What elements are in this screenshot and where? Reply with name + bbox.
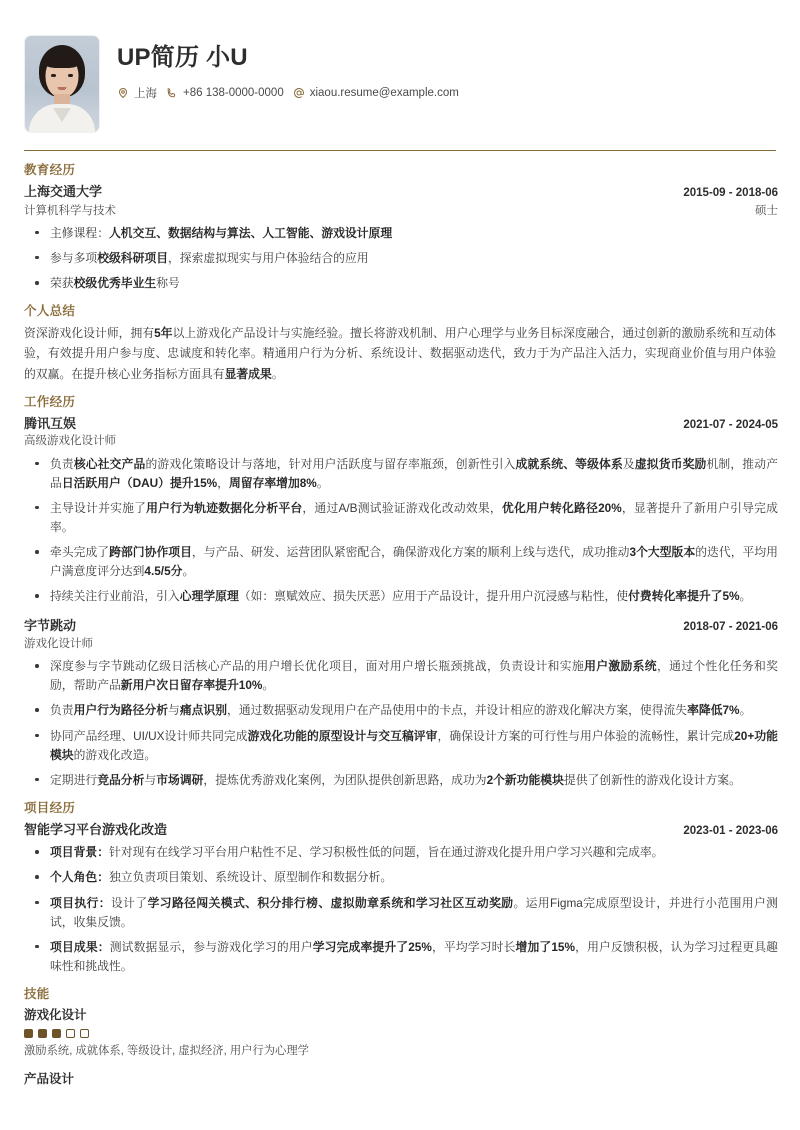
education-degree: 硕士 [755,204,778,217]
contact-email [293,87,459,99]
project-name: 智能学习平台游戏化改造 [24,821,168,837]
list-item: 牵头完成了跨部门协作项目，与产品、研发、运营团队紧密配合，确保游戏化方案的顺利上线与迭代，成功推动3个大型版本的迭代，平均用户满意度评分达到4.5/5分。 [24,543,778,581]
header-divider [24,150,776,151]
section-title-education: 教育经历 [24,163,76,177]
section-title-work: 工作经历 [24,394,76,409]
list-item: 定期进行竞品分析与市场调研，提炼优秀游戏化案例，为团队提供创新思路，成功为2个新功能模块提供了创新性的游戏化设计方案。 [24,771,778,790]
work-bullets [24,455,778,607]
education-major: 计算机科学与技术 [24,204,116,217]
project-bullets [24,843,778,976]
list-item: 协同产品经理、UI/UX设计师共同完成游戏化功能的原型设计与交互稿评审，确保设计方案的可行性与用户体验的流畅性，累计完成20+功能模块的游戏化改造。 [24,727,778,765]
work-company: 字节跳动 [24,618,77,634]
education-entry [24,182,778,293]
skill-dot-filled [52,1029,61,1038]
list-item: 项目执行：设计了学习路径闯关模式、积分排行榜、虚拟勋章系统和学习社区互动奖励。运用Figma完成原型设计，并进行小范围用户测试，收集反馈。 [24,894,778,932]
list-item: 主修课程：人机交互、数据结构与算法、人工智能、游戏设计原理 [24,224,778,243]
work-entry-header [24,616,778,636]
skill-item-product-design [24,1070,778,1089]
education-entry-header [24,182,778,202]
work-bullets [24,657,778,790]
skill-level-rating [24,1029,778,1038]
photo-eye-right [68,74,73,77]
education-date: 2015-09 - 2018-06 [683,187,778,199]
education-school: 上海交通大学 [24,184,103,199]
contact-phone-text: +86 138-0000-0000 [183,86,284,99]
list-item: 负责用户行为路径分析与痛点识别，通过数据驱动发现用户在产品使用中的卡点，并设计相应的游戏化解决方案，使得流失率降低7%。 [24,701,778,720]
email-at-icon [293,87,305,99]
header-info [117,36,459,101]
education-entry-subheader [24,202,778,220]
list-item: 项目背景：针对现有在线学习平台用户粘性不足、学习积极性低的问题，旨在通过游戏化提升用户学习兴趣和完成率。 [24,843,778,862]
section-skills [22,984,778,1089]
contact-location-text: 上海 [134,87,157,100]
work-date: 2021-07 - 2024-05 [683,418,778,431]
contact-phone [166,87,284,99]
work-entry-bytedance [24,616,778,789]
candidate-name: UP简历 小U [117,44,248,71]
work-role: 高级游戏化设计师 [24,435,116,448]
project-entry-header [24,820,778,840]
skill-keywords: 激励系统, 成就体系, 等级设计, 虚拟经济, 用户行为心理学 [24,1045,309,1058]
photo-fringe [43,53,81,68]
contact-list [117,85,459,101]
list-item: 负责核心社交产品的游戏化策略设计与落地，针对用户活跃度与留存率瓶颈，创新性引入成就系统、等级体系及虚拟货币奖励机制，推动产品日活跃用户（DAU）提升15%，周留存率增加8%。 [24,455,778,493]
skill-name: 产品设计 [24,1071,75,1086]
work-entry-header [24,414,778,434]
section-title-summary: 个人总结 [24,304,76,319]
location-pin-icon [117,87,129,99]
list-item: 主导设计并实施了用户行为轨迹数据化分析平台，通过A/B测试验证游戏化改动效果，优化用户转化路径20%，显著提升了新用户引导完成率。 [24,499,778,537]
list-item: 项目成果：测试数据显示，参与游戏化学习的用户学习完成率提升了25%，平均学习时长增加了15%，用户反馈积极，认为学习过程更具趣味性和挑战性。 [24,938,778,976]
section-title-projects: 项目经历 [24,800,76,815]
section-title-skills: 技能 [24,987,50,1001]
education-bullets [24,224,778,293]
photo-collar [53,108,71,122]
work-entry-tencent [24,414,778,607]
list-item: 个人角色：独立负责项目策划、系统设计、原型制作和数据分析。 [24,868,778,887]
section-summary [22,301,778,384]
summary-text: 资深游戏化设计师，拥有5年以上游戏化产品设计与实施经验。擅长将游戏机制、用户心理学与业务目标深度融合，通过创新的激励系统和互动体验，有效提升用户参与度、忠诚度和转化率。精通用户行为分析、系统设计、数据驱动迭代，致力于为产品注入活力，实现商业价值与用户体验的双赢。在提升核心业务指标方面具有显著成果。 [24,326,776,381]
list-item: 深度参与字节跳动亿级日活核心产品的用户增长优化项目，面对用户增长瓶颈挑战，负责设计和实施用户激励系统，通过个性化任务和奖励，帮助产品新用户次日留存率提升10%。 [24,657,778,695]
skill-dot-empty [80,1029,89,1038]
skill-name: 游戏化设计 [24,1008,87,1022]
list-item: 荣获校级优秀毕业生称号 [24,274,778,293]
work-date: 2018-07 - 2021-06 [683,621,778,634]
contact-email-text: xiaou.resume@example.com [309,86,459,99]
profile-photo [25,36,99,132]
section-projects [22,798,778,976]
project-entry [24,820,778,976]
skill-dot-empty [66,1029,75,1038]
resume-header [22,26,778,146]
work-role: 游戏化设计师 [24,637,93,650]
skill-item-gamification [24,1006,778,1061]
photo-eye-left [51,74,56,77]
project-date: 2023-01 - 2023-06 [683,824,778,837]
list-item: 参与多项校级科研项目，探索虚拟现实与用户体验结合的应用 [24,249,778,268]
skill-dot-filled [38,1029,47,1038]
contact-location [117,85,157,101]
phone-icon [166,87,178,99]
skill-dot-filled [24,1029,33,1038]
work-company: 腾讯互娱 [24,415,77,431]
list-item: 持续关注行业前沿，引入心理学原理（如：禀赋效应、损失厌恶）应用于产品设计，提升用户沉浸感与粘性，使付费转化率提升了5%。 [24,587,778,606]
section-education [22,160,778,293]
section-work [22,392,778,790]
